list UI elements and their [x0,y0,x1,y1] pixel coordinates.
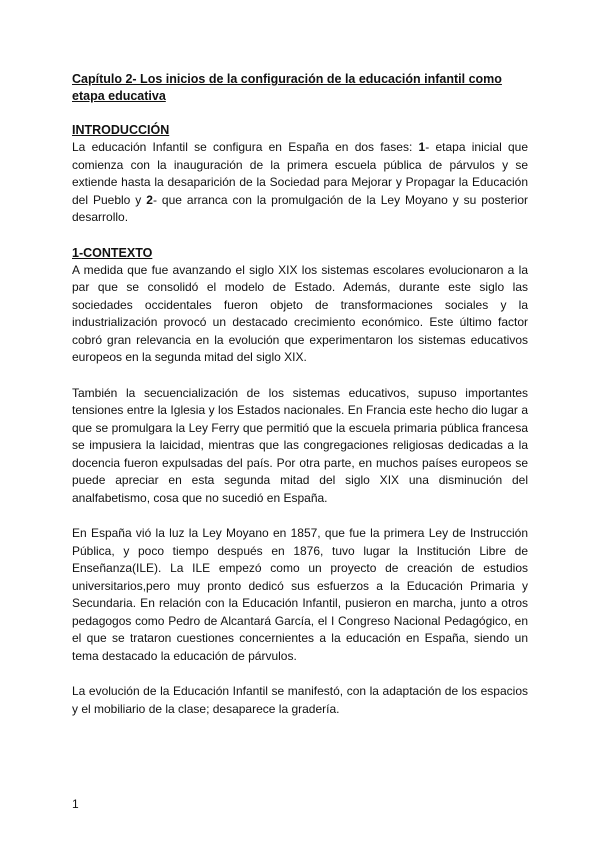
intro-number-1: 1 [418,140,426,154]
intro-text-c: - que arranca con la promulgación de la Ley Moyano y su posterior desarrollo. [72,192,528,224]
intro-number-2: 2 [146,192,153,207]
contexto-paragraph-2: También la secuencialización de los sistemas educativos, supuso importantes tensiones entre la Iglesia y los Estados nacionales. En Francia este hecho dio lugar a que se promulgara la Ley Ferry que permitió que la escuela primaria pública francesa se impusiera la laicidad, mientras que las congregaciones religiosas dedicadas a la docencia fueron expulsadas del país. Por otra parte, en muchos países europeos se puede apreciar en esta segunda mitad del siglo XIX una disminución del analfabetismo, cosa que no sucedió en España. [72,385,528,505]
document-page [72,71,528,718]
contexto-paragraph-3: En España vió la luz la Ley Moyano en 1857, que fue la primera Ley de Instrucción Pública, y poco tiempo después en 1876, tuvo lugar la Institución Libre de Enseñanza(ILE). La ILE empezó como un proyecto de creación de estudios universitarios,pero muy pronto dedicó sus esfuerzos a la Educación Primaria y Secundaria. En relación con la Educación Infantil, pusieron en marcha, junto a otros pedagogos como Pedro de Alcantará García, el I Congreso Nacional Pedagógico, en el que se trataron cuestiones concernientes a la educación en España, siendo un tema destacado la educación de párvulos. [72,526,528,663]
introduccion-paragraph [72,139,528,227]
intro-text-b: - etapa inicial que comienza con la inauguración de la primera escuela pública de párvulos y se extiende hasta la desaparición de la Sociedad para Mejorar y Propagar la Educación del Pueblo y [72,140,528,207]
contexto-heading: 1-CONTEXTO [72,245,153,260]
page-number: 1 [72,797,79,811]
introduccion-heading: INTRODUCCIÓN [72,123,170,137]
contexto-paragraph-4: La evolución de la Educación Infantil se manifestó, con la adaptación de los espacios y el mobiliario de la clase; desaparece la gradería. [72,684,528,716]
chapter-title: Capítulo 2- Los inicios de la configuración de la educación infantil como etapa educativa [72,72,502,103]
intro-text-a: La educación Infantil se configura en España en dos fases: [72,140,419,154]
contexto-paragraph-1: A medida que fue avanzando el siglo XIX los sistemas escolares evolucionaron a la par que se consolidó el modelo de Estado. Además, durante este siglo las sociedades occidentales fueron objeto de transformaciones sociales y la industrialización provocó un destacado crecimiento económico. Este último factor cobró gran relevancia en la evolución que experimentaron los sistemas educativos europeos en la segunda mitad del siglo XIX. [72,262,528,364]
